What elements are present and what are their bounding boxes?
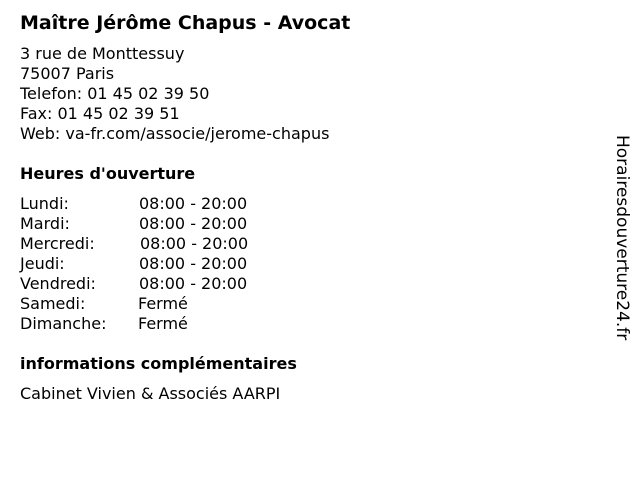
website: Web: va-fr.com/associe/jerome-chapus [20,124,330,143]
fax-number: Fax: 01 45 02 39 51 [20,104,180,123]
hours-heading: Heures d'ouverture [20,164,196,183]
phone-number: Telefon: 01 45 02 39 50 [20,84,210,103]
day-label: Mercredi: [20,234,95,253]
city-postal: 75007 Paris [20,64,115,83]
time-value: Fermé [138,314,188,333]
day-label: Mardi: [20,214,70,233]
time-value: 08:00 - 20:00 [140,234,249,253]
address-block [20,44,329,144]
hours-row-monday [20,194,280,214]
site-watermark: Horairesdouverture24.fr [612,135,632,341]
day-label: Samedi: [20,294,86,313]
hours-row-thursday [20,254,280,274]
day-label: Lundi: [20,194,69,213]
hours-list [20,194,280,334]
hours-row-saturday [20,294,280,314]
extra-info-text: Cabinet Vivien & Associés AARPI [20,384,281,403]
hours-row-wednesday [20,234,280,254]
time-value: 08:00 - 20:00 [139,254,248,273]
day-label: Vendredi: [20,274,96,293]
day-label: Jeudi: [20,254,65,273]
extra-info-heading: informations complémentaires [20,354,297,373]
hours-row-sunday [20,314,280,334]
hours-row-friday [20,274,280,294]
street-address: 3 rue de Monttessuy [20,44,185,63]
time-value: 08:00 - 20:00 [139,194,248,213]
time-value: Fermé [138,294,188,313]
time-value: 08:00 - 20:00 [139,274,248,293]
day-label: Dimanche: [20,314,107,333]
page-title: Maître Jérôme Chapus - Avocat [20,12,351,34]
time-value: 08:00 - 20:00 [139,214,248,233]
hours-row-tuesday [20,214,280,234]
